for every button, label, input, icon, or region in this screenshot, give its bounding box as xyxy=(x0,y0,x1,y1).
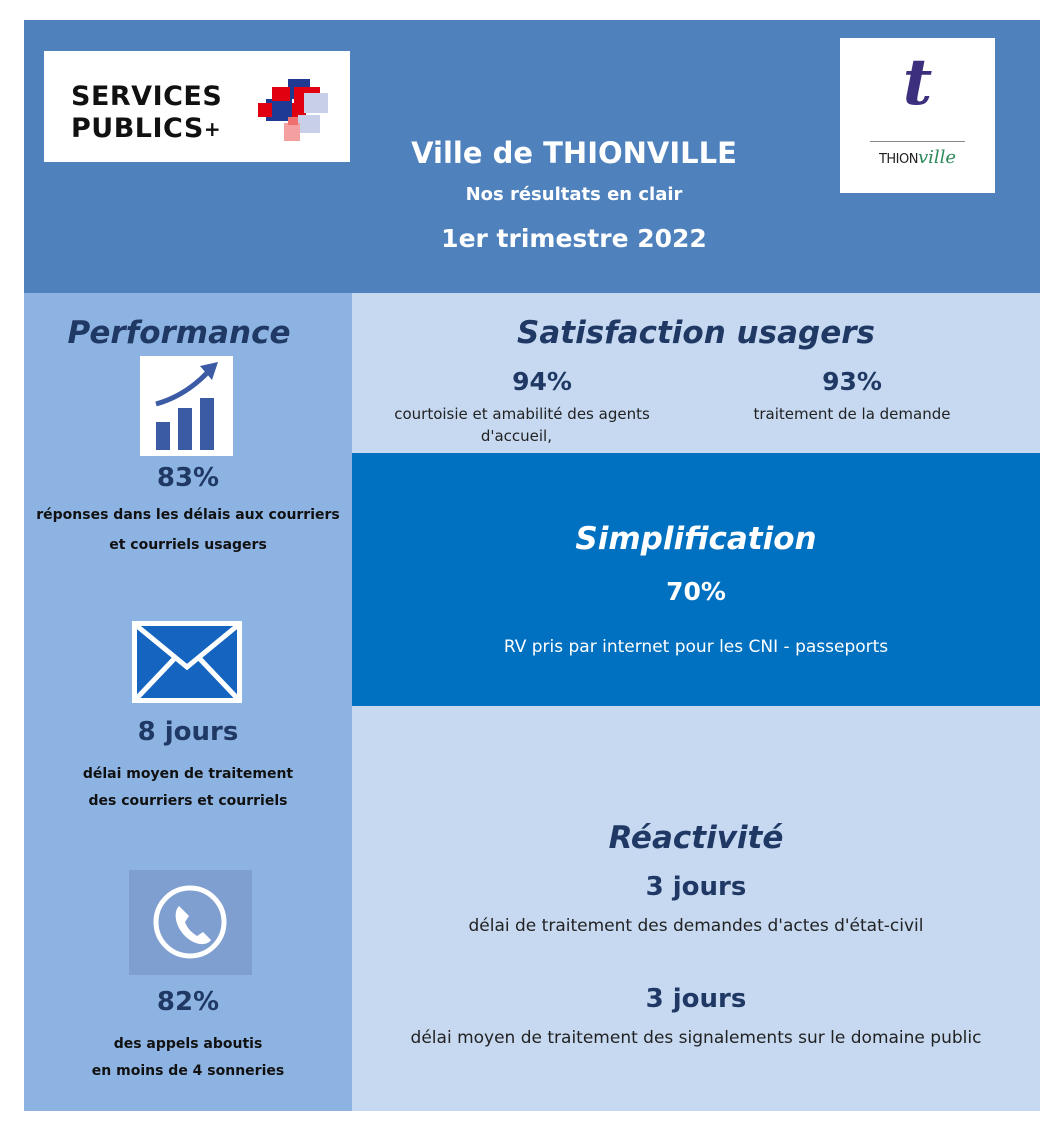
satisfaction-desc-2: traitement de la demande xyxy=(753,405,951,423)
services-publics-logo xyxy=(44,51,350,162)
reactivite-value-1: 3 jours xyxy=(645,872,747,902)
services-publics-mark-icon xyxy=(258,77,330,145)
reactivite-panel xyxy=(352,706,1040,1111)
envelope-icon xyxy=(132,621,242,703)
simplification-heading: Simplification xyxy=(575,521,817,557)
performance-desc-2a: délai moyen de traitement xyxy=(82,766,294,782)
reactivite-desc-1: délai de traitement des demandes d'actes d'état-civil xyxy=(468,916,924,936)
performance-value-1: 83% xyxy=(156,463,220,493)
performance-desc-3a: des appels aboutis xyxy=(113,1036,263,1052)
performance-value-2: 8 jours xyxy=(137,717,239,747)
performance-desc-1a: réponses dans les délais aux courriers xyxy=(36,507,340,523)
satisfaction-value-2: 93% xyxy=(822,367,882,396)
header-banner xyxy=(24,20,1040,293)
performance-desc-2b: des courriers et courriels xyxy=(88,793,288,809)
satisfaction-desc-1a: courtoisie et amabilité des agents xyxy=(394,405,650,423)
simplification-value: 70% xyxy=(666,577,726,606)
simplification-panel xyxy=(352,453,1040,706)
performance-desc-1b: et courriels usagers xyxy=(109,537,267,553)
performance-value-3: 82% xyxy=(156,987,220,1017)
thionville-logo-text: THIONville xyxy=(878,147,957,168)
performance-panel xyxy=(24,293,352,1111)
reactivite-value-2: 3 jours xyxy=(645,984,747,1014)
thionville-t-monogram: t xyxy=(902,45,933,120)
satisfaction-heading: Satisfaction usagers xyxy=(517,315,875,351)
period-label: 1er trimestre 2022 xyxy=(441,224,707,253)
simplification-desc: RV pris par internet pour les CNI - passeports xyxy=(503,637,889,657)
satisfaction-desc-1b xyxy=(352,425,692,447)
logo-divider xyxy=(870,141,965,142)
page-subtitle: Nos résultats en clair xyxy=(465,184,683,205)
satisfaction-panel xyxy=(352,293,1040,453)
thionville-logo xyxy=(840,38,995,193)
satisfaction-value-1: 94% xyxy=(512,367,572,396)
services-publics-logo-text: SERVICES PUBLICS+ xyxy=(71,81,223,144)
performance-heading: Performance xyxy=(67,315,291,351)
phone-icon xyxy=(129,870,252,975)
infographic xyxy=(24,20,1040,1111)
satisfaction-desc-1b-text: d'accueil, xyxy=(480,427,552,445)
bar-chart-growth-icon xyxy=(140,356,233,456)
reactivite-heading: Réactivité xyxy=(608,820,784,856)
reactivite-desc-2: délai moyen de traitement des signalements sur le domaine public xyxy=(410,1028,982,1048)
page-title: Ville de THIONVILLE xyxy=(411,136,737,170)
performance-desc-3b: en moins de 4 sonneries xyxy=(91,1063,285,1079)
